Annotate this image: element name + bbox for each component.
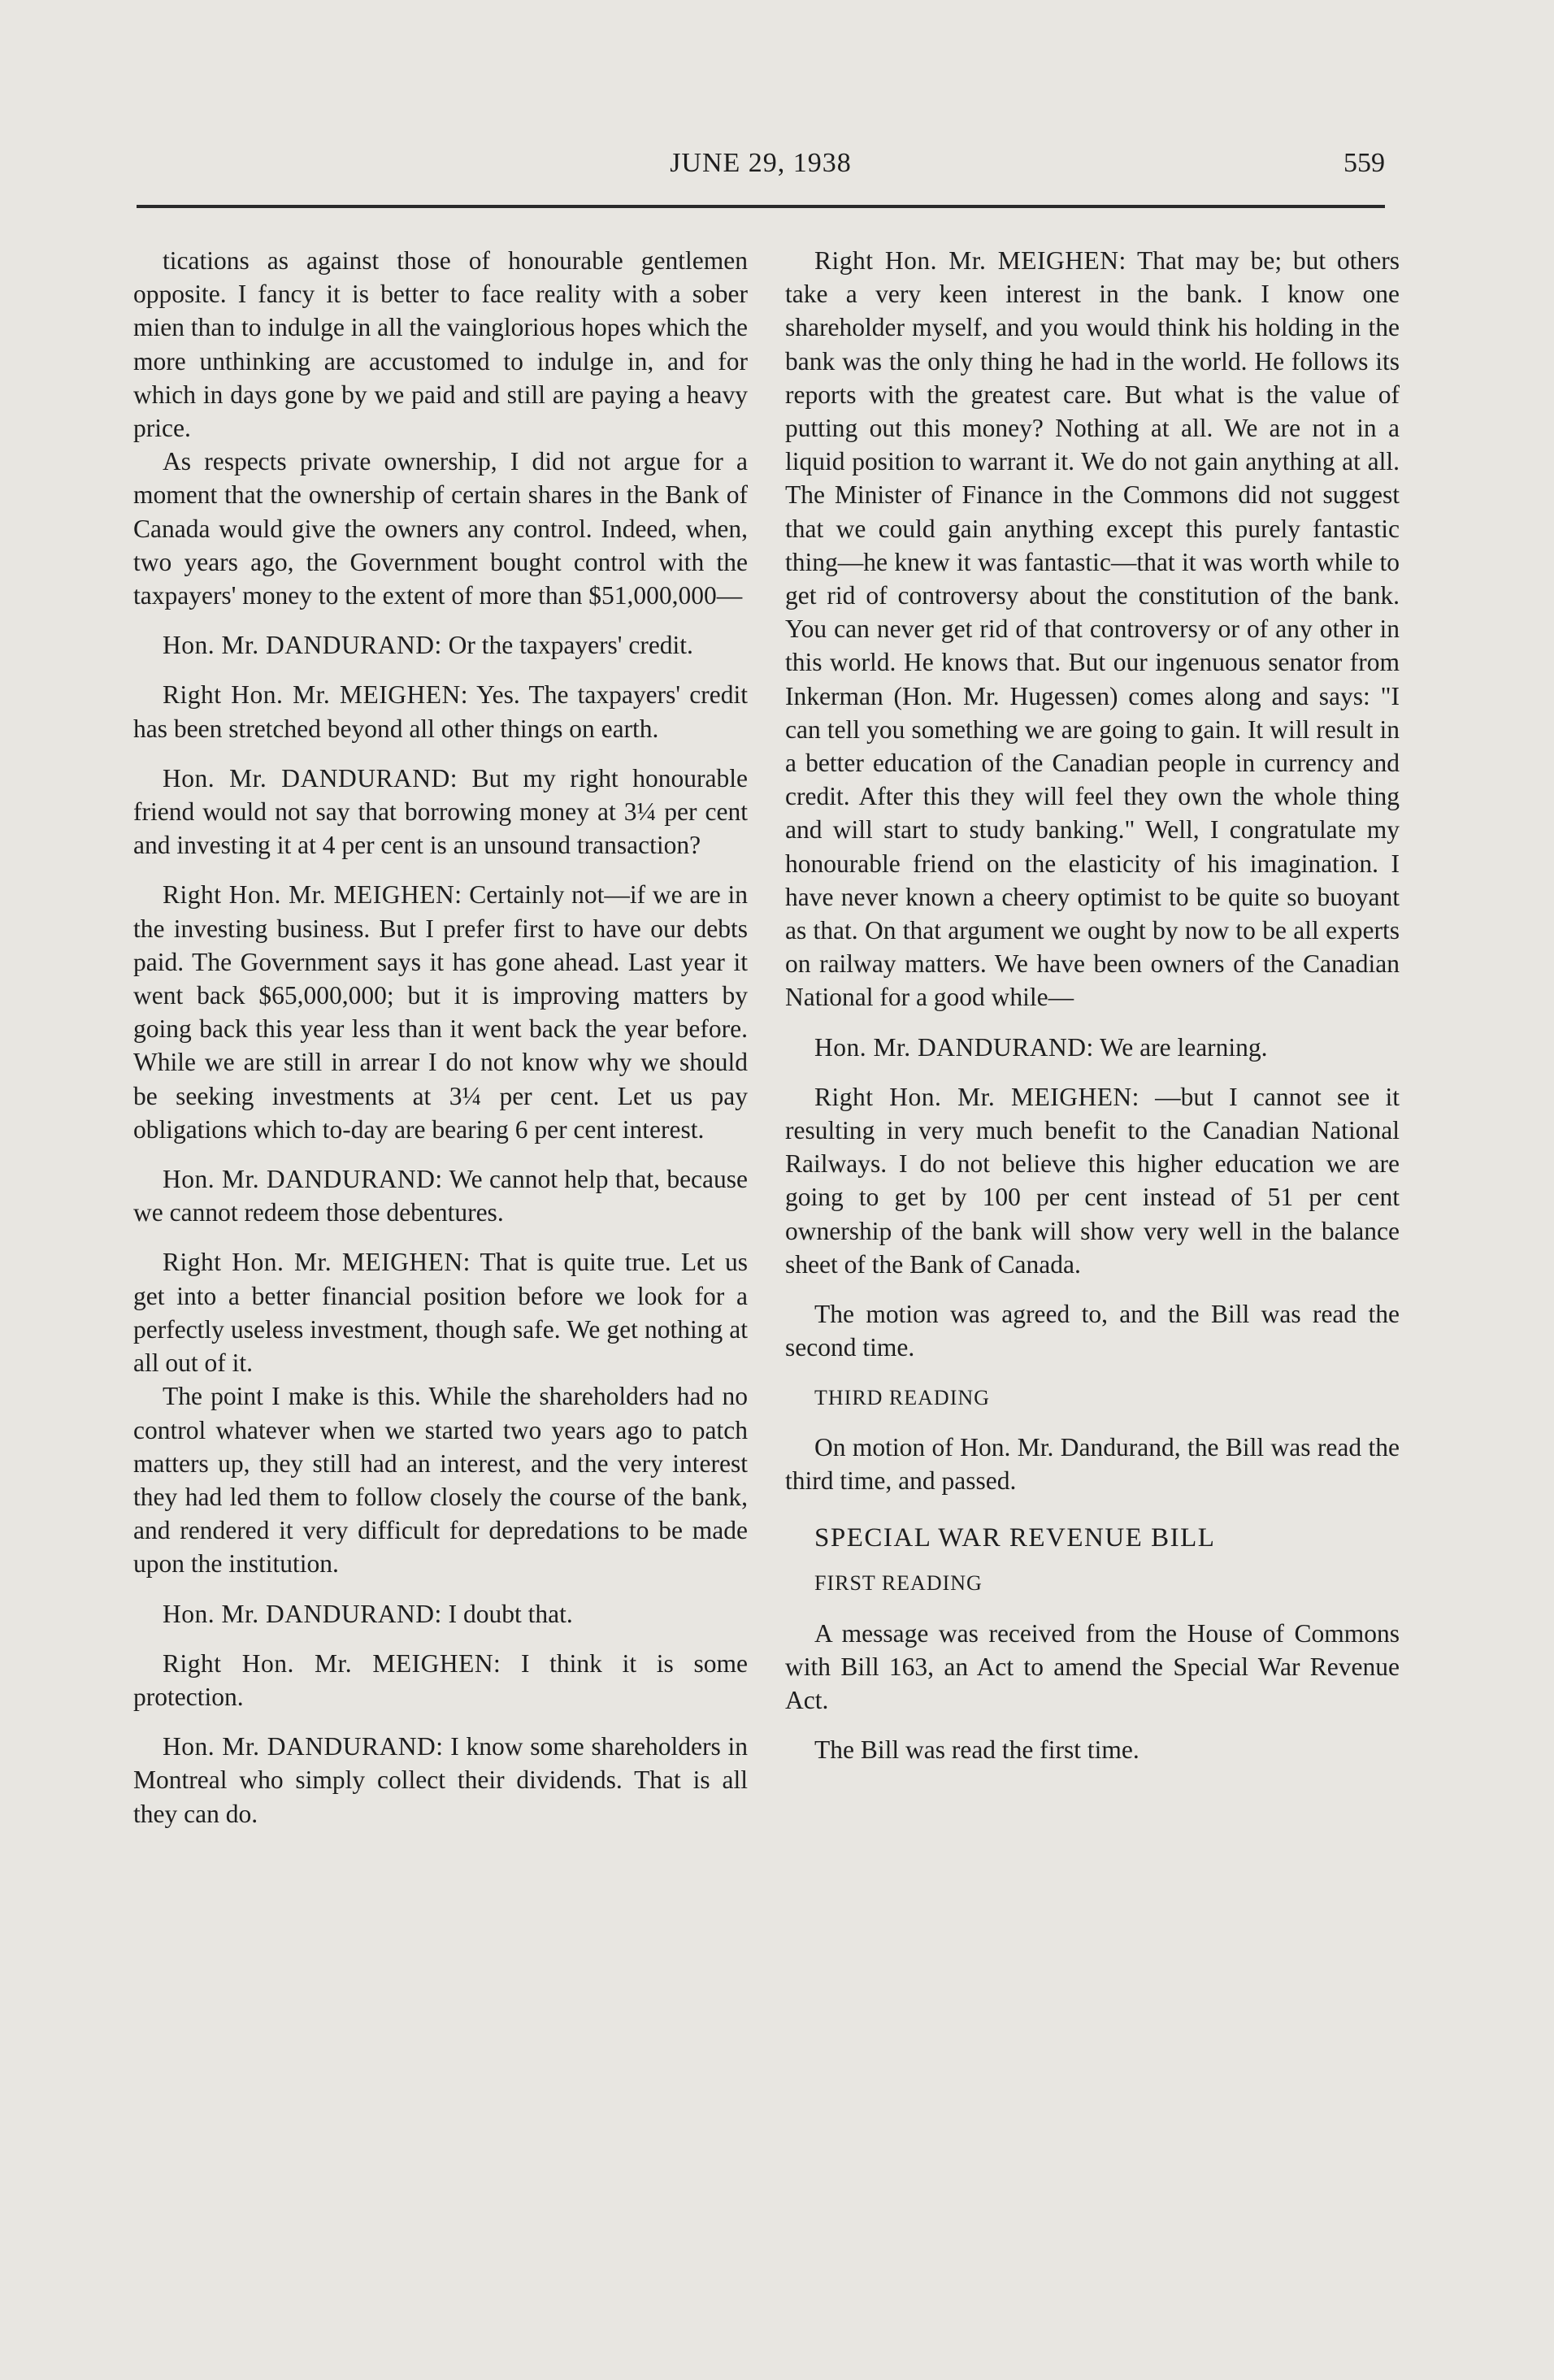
paragraph	[133, 1730, 748, 1831]
paragraph	[133, 1597, 748, 1631]
paragraph	[133, 244, 748, 445]
speaker-name: Hon. Mr. DANDURAND:	[163, 631, 442, 660]
paragraph	[133, 1245, 748, 1379]
paragraph	[133, 445, 748, 612]
paragraph-text: The Bill was read the first time.	[814, 1735, 1139, 1765]
paragraph	[133, 1162, 748, 1229]
header-rule	[137, 205, 1385, 208]
speaker-name: Right Hon. Mr. MEIGHEN:	[163, 1648, 501, 1678]
paragraph	[785, 1031, 1400, 1064]
paragraph	[785, 1617, 1400, 1718]
paragraph-text: That is quite true. Let us get into a better financial position before we look for a perfectly useless investment, though safe. We get nothing at all out of it.	[133, 1248, 749, 1378]
paragraph-text: Or the taxpayers' credit.	[448, 631, 693, 660]
speaker-name: Hon. Mr. DANDURAND:	[163, 1599, 442, 1628]
speaker-name: Right Hon. Mr. MEIGHEN:	[163, 880, 462, 910]
paragraph	[133, 1647, 748, 1713]
paragraph	[785, 244, 1400, 1014]
paragraph-text: I doubt that.	[448, 1599, 573, 1628]
paragraph-text: But my right honourable friend would not say that borrowing money at 3¼ per cent and investing it at 4 per cent is an unsound transaction?	[133, 763, 748, 860]
paragraph	[133, 1379, 748, 1580]
speaker-name: Right Hon. Mr. MEIGHEN:	[163, 680, 468, 710]
paragraph	[785, 1431, 1400, 1497]
paragraph-text: I think it is some protection.	[133, 1648, 748, 1711]
speaker-name: Hon. Mr. DANDURAND:	[163, 1165, 443, 1194]
first-reading-heading: FIRST READING	[814, 1571, 983, 1596]
right-column	[785, 244, 1400, 1783]
paragraph-text: The motion was agreed to, and the Bill was read the second time.	[785, 1300, 1400, 1362]
paragraph-text: —but I cannot see it resulting in very much benefit to the Canadian National Railways. I do not believe this higher education we are going to get by 100 per cent instead of 51 per cent ownership of the bank will show very well in the balance sheet of the Bank of Canada.	[785, 1082, 1400, 1279]
paragraph	[785, 1297, 1400, 1364]
paragraph-text: As respects private ownership, I did not argue for a moment that the ownership of certain shares in the Bank of Canada would give the owners any control. Indeed, when, two years ago, the Government bought control with the taxpayers' money to the extent of more than $51,000,000—	[133, 447, 748, 610]
paragraph-text: A message was received from the House of Commons with Bill 163, an Act to amend the Special War Revenue Act.	[785, 1618, 1400, 1714]
paragraph	[133, 878, 748, 1146]
speaker-name: Right Hon. Mr. MEIGHEN:	[163, 1248, 471, 1277]
page-header	[137, 148, 1385, 187]
paragraph	[785, 1733, 1400, 1766]
speaker-name: Hon. Mr. DANDURAND:	[814, 1032, 1094, 1062]
paragraph-text: Yes. The taxpayers' credit has been stretched beyond all other things on earth.	[133, 680, 748, 743]
paragraph	[785, 1080, 1400, 1281]
page-date: JUNE 29, 1938	[670, 148, 852, 178]
paragraph-text: On motion of Hon. Mr. Dandurand, the Bill was read the third time, and passed.	[785, 1432, 1400, 1495]
left-column	[133, 244, 748, 1847]
paragraph-text: I know some shareholders in Montreal who simply collect their dividends. That is all they can do.	[133, 1732, 748, 1828]
bill-heading: SPECIAL WAR REVENUE BILL	[814, 1523, 1216, 1553]
page-number: 559	[1343, 148, 1385, 178]
speaker-name: Hon. Mr. DANDURAND:	[163, 1732, 444, 1761]
paragraph-text: We cannot help that, because we cannot redeem those debentures.	[133, 1165, 748, 1227]
paragraph-text: The point I make is this. While the shareholders had no control whatever when we started two years ago to patch matters up, they still had an interest, and the very interest they had led them to follow closely the course of the bank, and rendered it very difficult for depredations to be made upon the institution.	[133, 1382, 748, 1579]
paragraph-text: tications as against those of honourable gentlemen opposite. I fancy it is better to face reality with a sober mien than to indulge in all the vainglorious hopes which the more unthinking are accustomed to indulge in, and for which in days gone by we paid and still are paying a heavy price.	[133, 246, 748, 443]
third-reading-heading: THIRD READING	[814, 1385, 990, 1409]
paragraph-text: That may be; but others take a very keen interest in the bank. I know one shareholder myself, and you would think his holding in the bank was the only thing he had in the world. He follows its reports with the greatest care. But what is the value of putting out this money? Nothing at all. We are not in a liquid position to warrant it. We do not gain anything at all. The Minister of Finance in the Commons did not suggest that we could gain anything except this purely fantastic thing—he knew it was fantastic—that it was worth while to get rid of controversy about the constitution of the bank. You can never get rid of that controversy or of any other in this world. He knows that. But our ingenuous senator from Inkerman (Hon. Mr. Hugessen) comes along and says: "I can tell you something we are going to gain. It will result in a better education of the Canadian people in currency and credit. After this they will feel they own the whole thing and will start to study banking." Well, I congratulate my honourable friend on the elasticity of his imagination. I have never known a cheery optimist to be quite so buoyant as that. On that argument we ought by now to be all experts on railway matters. We have been owners of the Canadian National for a good while—	[785, 246, 1400, 1012]
speaker-name: Hon. Mr. DANDURAND:	[163, 763, 458, 793]
speaker-name: Right Hon. Mr. MEIGHEN:	[814, 246, 1126, 275]
paragraph	[133, 762, 748, 862]
paragraph-text: Certainly not—if we are in the investing business. But I prefer first to have our debts paid. The Government says it has gone ahead. Last year it went back $65,000,000; but it is improving matters by going back this year less than it went back the year before. While we are still in arrear I do not know why we should be seeking investments at 3¼ per cent. Let us pay obligations which to-day are bearing 6 per cent interest.	[133, 880, 749, 1144]
speaker-name: Right Hon. Mr. MEIGHEN:	[814, 1082, 1139, 1111]
paragraph	[133, 678, 748, 745]
paragraph-text: We are learning.	[1100, 1032, 1268, 1062]
paragraph	[133, 628, 748, 662]
